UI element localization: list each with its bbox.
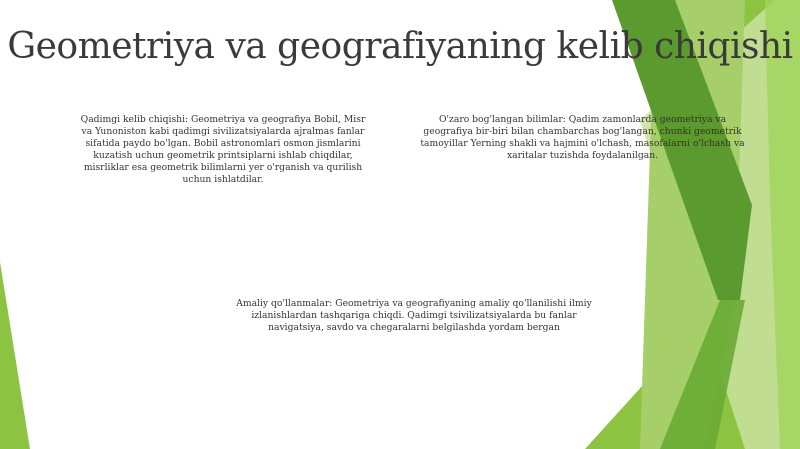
left-edge-stripe [0, 262, 30, 449]
paragraph-origins: Qadimgi kelib chiqishi: Geometriya va geografiya Bobil, Misr va Yunoniston kabi qadimgi sivilizatsiyalarda ajralmas fanlar sifatida paydo bo'lgan. Bobil astronomlari osmon jismlarini kuzatish uchun geometrik printsiplarni ishlab chiqdilar, misrliklar esa geometrik bilimlarni yer o'rganish va qurilish uchun ishlatdilar. [80, 114, 366, 185]
paragraph-applications: Amaliy qo'llanmalar: Geometriya va geografiyaning amaliy qo'llanilishi ilmiy izlanishlardan tashqariga chiqdi. Qadimgi tsivilizatsiyalarda bu fanlar navigatsiya, savdo va chegaralarni belgilashda yordam bergan [236, 298, 592, 333]
paragraph-interconnected: O'zaro bog'langan bilimlar: Qadim zamonlarda geometriya va geografiya bir-biri bilan chambarchas bog'langan, chunki geometrik tamoyillar Yerning shakli va hajmini o'lchash, masofalarni o'lchash va xaritalar tuzishda foydalanilgan. [420, 114, 745, 161]
slide-title: Geometriya va geografiyaning kelib chiqishi [7, 26, 793, 67]
